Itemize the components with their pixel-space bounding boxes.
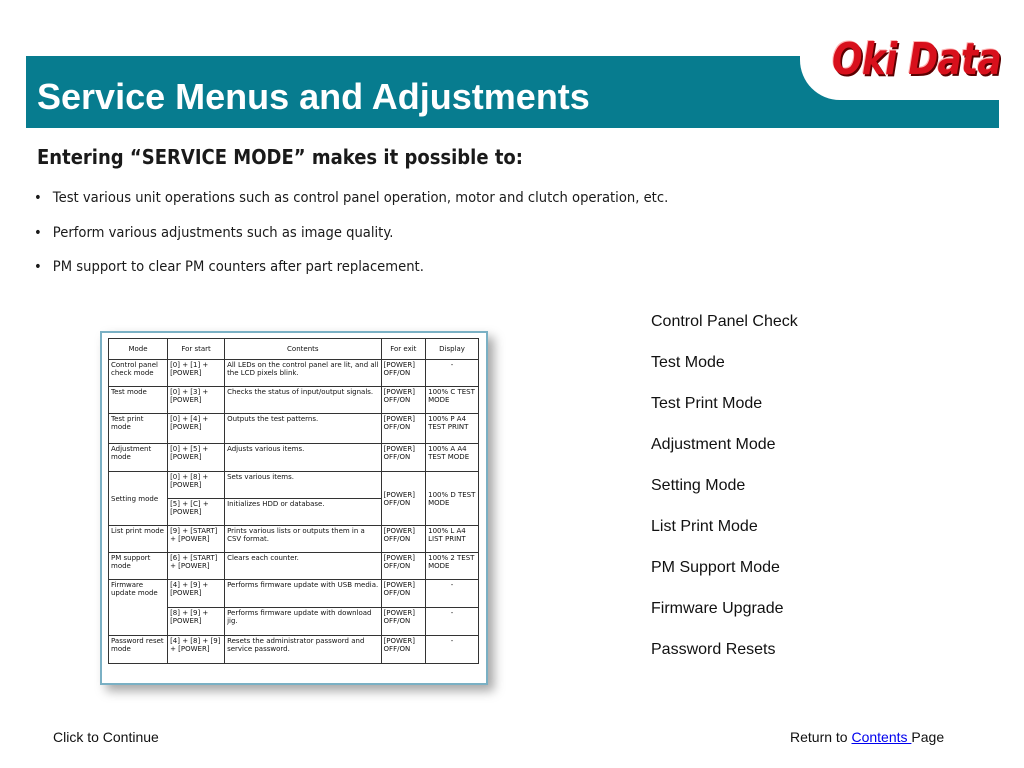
mode-list-item: Test Print Mode xyxy=(651,395,763,412)
page-title: Service Menus and Adjustments xyxy=(37,76,590,117)
table-row: List print mode [9] + [START] + [POWER] Prints various lists or outputs them in a CSV format. [POWER] OFF/ON 100% L A4 LIST PRINT xyxy=(109,526,479,553)
bullet-dot-icon: • xyxy=(34,190,42,206)
table-row: Firmware update mode [4] + [9] + [POWER] Performs firmware update with USB media. [POWER] OFF/ON - xyxy=(109,580,479,608)
mode-list-item: Test Mode xyxy=(651,354,725,371)
bullet-dot-icon: • xyxy=(34,259,42,275)
mode-list-item: Password Resets xyxy=(651,641,776,658)
column-header: For exit xyxy=(381,339,426,360)
bullet-item: • Perform various adjustments such as image quality. xyxy=(34,224,394,241)
bullet-dot-icon: • xyxy=(34,224,42,241)
mode-list-item: Setting Mode xyxy=(651,477,746,494)
return-to-contents: Return to Contents Page xyxy=(790,729,945,745)
mode-list-item: Control Panel Check xyxy=(651,313,798,330)
column-header: Mode xyxy=(109,339,168,360)
table-row: Password reset mode [4] + [8] + [9] + [POWER] Resets the administrator password and service password. [POWER] OFF/ON - xyxy=(109,636,479,664)
section-subtitle: Entering “SERVICE MODE” makes it possible to: xyxy=(37,145,523,169)
mode-list-item: PM Support Mode xyxy=(651,559,780,576)
table-row: [5] + [C] + [POWER] Initializes HDD or database. xyxy=(109,499,479,526)
table-row: [8] + [9] + [POWER] Performs firmware update with download jig. [POWER] OFF/ON - xyxy=(109,608,479,636)
click-to-continue[interactable]: Click to Continue xyxy=(53,729,159,745)
table-row: Setting mode [0] + [8] + [POWER] Sets various items. [POWER] OFF/ON 100% D TEST MODE xyxy=(109,472,479,499)
mode-list-item: Adjustment Mode xyxy=(651,436,776,453)
bullet-item: • PM support to clear PM counters after part replacement. xyxy=(34,259,424,275)
table-row: Control panel check mode [0] + [1] + [POWER] All LEDs on the control panel are lit, and all the LCD pixels blink. [POWER] OFF/ON - xyxy=(109,360,479,387)
column-header: Contents xyxy=(225,339,381,360)
mode-list-item: List Print Mode xyxy=(651,518,758,535)
mode-list-item: Firmware Upgrade xyxy=(651,600,784,617)
service-mode-table xyxy=(108,338,479,664)
table-header-row xyxy=(109,339,479,360)
mode-list xyxy=(651,313,798,682)
table-row: Adjustment mode [0] + [5] + [POWER] Adjusts various items. [POWER] OFF/ON 100% A A4 TEST MODE xyxy=(109,444,479,472)
table-row: Test mode [0] + [3] + [POWER] Checks the status of input/output signals. [POWER] OFF/ON 100% C TEST MODE xyxy=(109,387,479,414)
service-mode-table-image xyxy=(100,331,488,685)
column-header: For start xyxy=(168,339,225,360)
oki-data-logo: Oki Data xyxy=(832,34,1001,85)
bullet-item: • Test various unit operations such as control panel operation, motor and clutch operation, etc. xyxy=(34,190,669,206)
contents-link[interactable]: Contents xyxy=(851,729,912,745)
column-header: Display xyxy=(426,339,479,360)
bullet-list xyxy=(34,190,709,294)
table-row: PM support mode [6] + [START] + [POWER] Clears each counter. [POWER] OFF/ON 100% 2 TEST MODE xyxy=(109,553,479,580)
table-row: Test print mode [0] + [4] + [POWER] Outputs the test patterns. [POWER] OFF/ON 100% P A4 TEST PRINT xyxy=(109,414,479,444)
